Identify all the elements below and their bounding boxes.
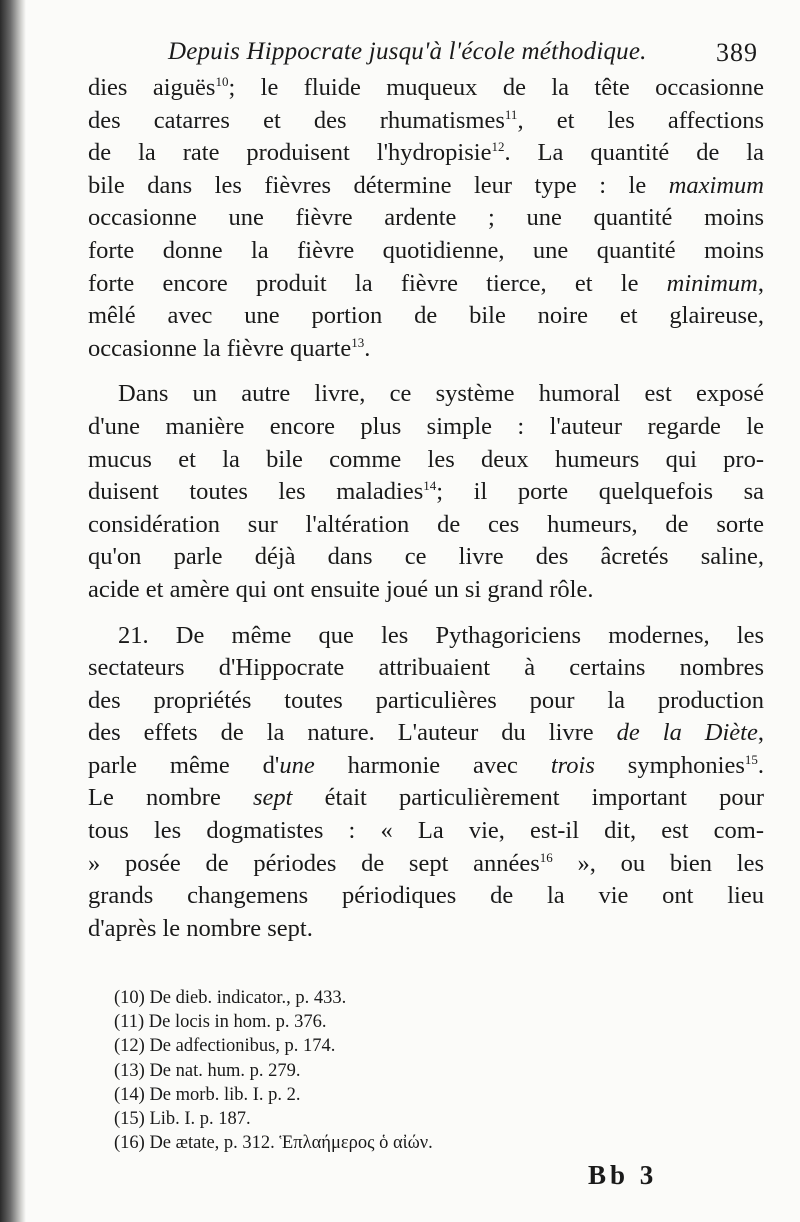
text-run: de la rate produisent l'hydropisie	[88, 139, 492, 167]
text-line	[88, 476, 764, 509]
text-line	[88, 72, 764, 105]
text-line	[88, 268, 764, 301]
text-run: occasionne la fièvre quarte	[88, 334, 352, 362]
text-run: duisent toutes les maladies	[88, 478, 424, 506]
text-line	[88, 235, 764, 268]
footnote: (12) De adfectionibus, p. 174.	[114, 1036, 336, 1057]
text-run: harmonie avec	[314, 751, 551, 779]
text-line	[88, 574, 764, 607]
footnote-ref: 12	[491, 139, 505, 155]
text-line	[88, 782, 764, 815]
footnote: (13) De nat. hum. p. 279.	[114, 1060, 301, 1081]
text-run: symphonies	[594, 751, 745, 779]
footnote-ref: 11	[504, 106, 518, 122]
italic-run: de la Diète	[616, 719, 758, 747]
text-line	[88, 333, 764, 366]
text-run: », ou bien les	[552, 849, 764, 877]
italic-run: trois	[550, 751, 595, 779]
footnote: (14) De morb. lib. I. p. 2.	[114, 1084, 301, 1105]
body-text	[88, 72, 764, 945]
italic-run: sept	[253, 784, 293, 812]
text-line	[88, 880, 764, 913]
signature-mark: Bb 3	[588, 1160, 658, 1190]
text-run: mêlé avec une portion de bile noire et glaireuse,	[88, 302, 764, 330]
footnote-ref: 16	[539, 849, 553, 865]
text-line	[88, 170, 764, 203]
text-run: acide et amère qui ont ensuite joué un si grand rôle.	[88, 575, 594, 603]
text-run: des effets de la nature. L'auteur du livre	[88, 719, 617, 747]
text-run: ,	[757, 719, 764, 747]
paragraph	[88, 72, 764, 365]
text-line	[88, 509, 764, 542]
text-line	[88, 685, 764, 718]
footnote: (16) De ætate, p. 312. Ἑπλαήμερος ὁ αἰών.	[114, 1133, 433, 1154]
text-line	[88, 202, 764, 235]
text-run: sectateurs d'Hippocrate attribuaient à certains nombres	[88, 654, 764, 682]
text-run: considération sur l'altération de ces humeurs, de sorte	[88, 510, 764, 538]
text-line	[88, 137, 764, 170]
footnote: (11) De locis in hom. p. 376.	[114, 1012, 327, 1033]
text-line	[88, 444, 764, 477]
text-run: parle même d'	[88, 751, 280, 779]
text-run: d'après le nombre sept.	[88, 914, 313, 942]
text-line	[88, 717, 764, 750]
text-run: qu'on parle déjà dans ce livre des âcretés saline,	[88, 543, 764, 571]
footnote: (15) Lib. I. p. 187.	[114, 1108, 251, 1129]
text-run: grands changemens périodiques de la vie ont lieu	[88, 882, 764, 910]
text-line	[88, 815, 764, 848]
footnote: (10) De dieb. indicator., p. 433.	[114, 988, 347, 1008]
paragraph	[88, 620, 764, 946]
text-run: des propriétés toutes particulières pour la production	[88, 686, 764, 714]
text-line	[88, 848, 764, 881]
text-run: .	[364, 334, 371, 362]
text-run: ; le fluide muqueux de la tête occasionne	[228, 74, 764, 101]
italic-run: minimum	[666, 269, 758, 297]
text-run: était particulièrement important pour	[292, 784, 764, 812]
footnote-ref: 13	[351, 334, 365, 350]
italic-run: une	[279, 751, 315, 779]
text-run: bile dans les fièvres détermine leur type : le	[88, 171, 669, 199]
text-run: .	[757, 751, 764, 779]
text-run: dies aiguës	[88, 74, 216, 101]
paragraph-gap	[88, 607, 764, 620]
text-run: 21. De même que les Pythagoriciens modernes, les	[118, 621, 764, 649]
footnote-ref: 10	[215, 74, 229, 89]
text-run: d'une manière encore plus simple : l'auteur regarde le	[88, 412, 764, 440]
text-line	[88, 411, 764, 444]
text-run: mucus et la bile comme les deux humeurs qui pro-	[88, 445, 764, 473]
text-line	[88, 378, 764, 411]
text-line	[88, 652, 764, 685]
binding-gutter	[0, 0, 26, 1222]
text-line	[88, 913, 764, 946]
text-line	[88, 620, 764, 653]
text-run: forte donne la fièvre quotidienne, une quantité moins	[88, 236, 764, 264]
text-run: Le nombre	[88, 784, 254, 812]
footnote-ref: 14	[423, 478, 437, 494]
italic-run: maximum	[668, 171, 764, 199]
running-head	[168, 38, 768, 70]
text-run: » posée de périodes de sept années	[88, 849, 540, 877]
text-run: , et les affections	[517, 106, 765, 134]
footnote-ref: 15	[744, 751, 758, 767]
running-title: Depuis Hippocrate jusqu'à l'école méthodique.	[168, 38, 647, 65]
text-run: ; il porte quelquefois sa	[436, 478, 764, 506]
text-run: forte encore produit la fièvre tierce, et le	[88, 269, 667, 297]
footnotes	[114, 986, 714, 1155]
text-run: ,	[757, 269, 764, 297]
text-run: des catarres et des rhumatismes	[88, 106, 505, 134]
text-line	[88, 541, 764, 574]
text-run: . La quantité de la	[504, 139, 764, 167]
text-run: Dans un autre livre, ce système humoral est exposé	[118, 380, 764, 408]
text-line	[88, 105, 764, 138]
paragraph-gap	[88, 365, 764, 378]
text-run: occasionne une fièvre ardente ; une quantité moins	[88, 204, 764, 232]
text-line	[88, 750, 764, 783]
text-line	[88, 300, 764, 333]
page-number: 389	[716, 38, 758, 67]
text-run: tous les dogmatistes : « La vie, est-il dit, est com-	[88, 817, 764, 845]
paragraph	[88, 378, 764, 606]
